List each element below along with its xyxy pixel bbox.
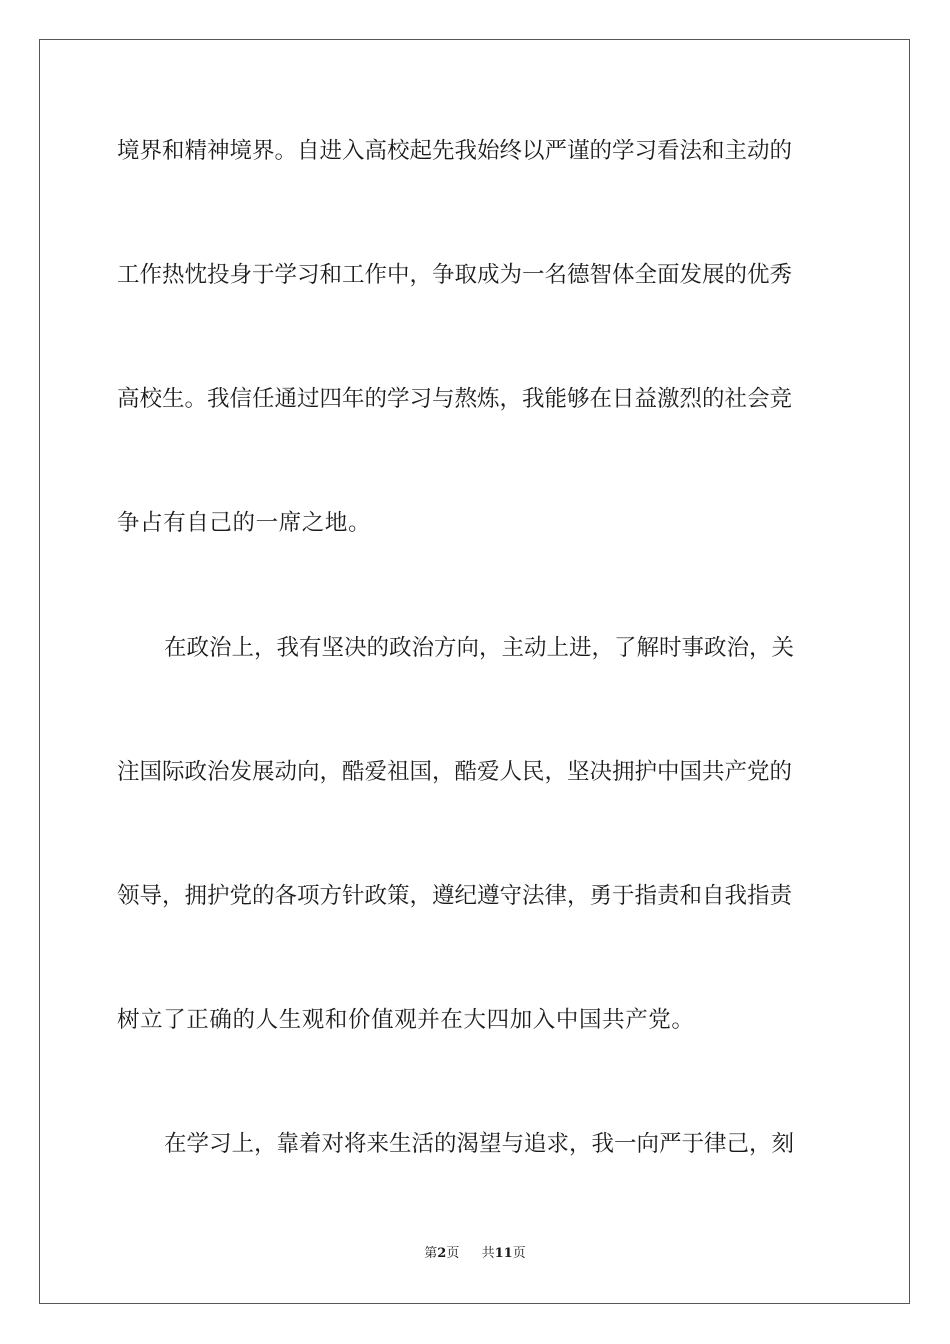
total-pages-number: 11 — [494, 1246, 513, 1261]
current-page-number: 2 — [437, 1246, 447, 1261]
page-border — [39, 39, 910, 1304]
body-text-line: 树立了正确的人生观和价值观并在大四加入中国共产党。 — [117, 1007, 695, 1033]
page-footer — [0, 1245, 950, 1263]
total-pages-indicator: 共11页 — [481, 1246, 526, 1261]
body-text-line: 境界和精神境界。自进入高校起先我始终以严谨的学习看法和主动的 — [117, 138, 793, 164]
body-text-line: 领导，拥护党的各项方针政策，遵纪遵守法律，勇于指责和自我指责 — [117, 883, 793, 909]
page-indicator: 第2页 — [424, 1246, 460, 1261]
body-text-line: 注国际政治发展动向，酷爱祖国，酷爱人民，坚决拥护中国共产党的 — [117, 759, 793, 785]
body-text-line: 争占有自己的一席之地。 — [117, 510, 372, 536]
paragraph-first-line: 在学习上，靠着对将来生活的渴望与追求，我一向严于律己，刻 — [164, 1131, 795, 1157]
paragraph-first-line: 在政治上，我有坚决的政治方向，主动上进，了解时事政治，关 — [164, 635, 795, 661]
body-text-line: 工作热忱投身于学习和工作中，争取成为一名德智体全面发展的优秀 — [117, 262, 793, 288]
body-text-line: 高校生。我信任通过四年的学习与熬炼，我能够在日益激烈的社会竞 — [117, 386, 793, 412]
